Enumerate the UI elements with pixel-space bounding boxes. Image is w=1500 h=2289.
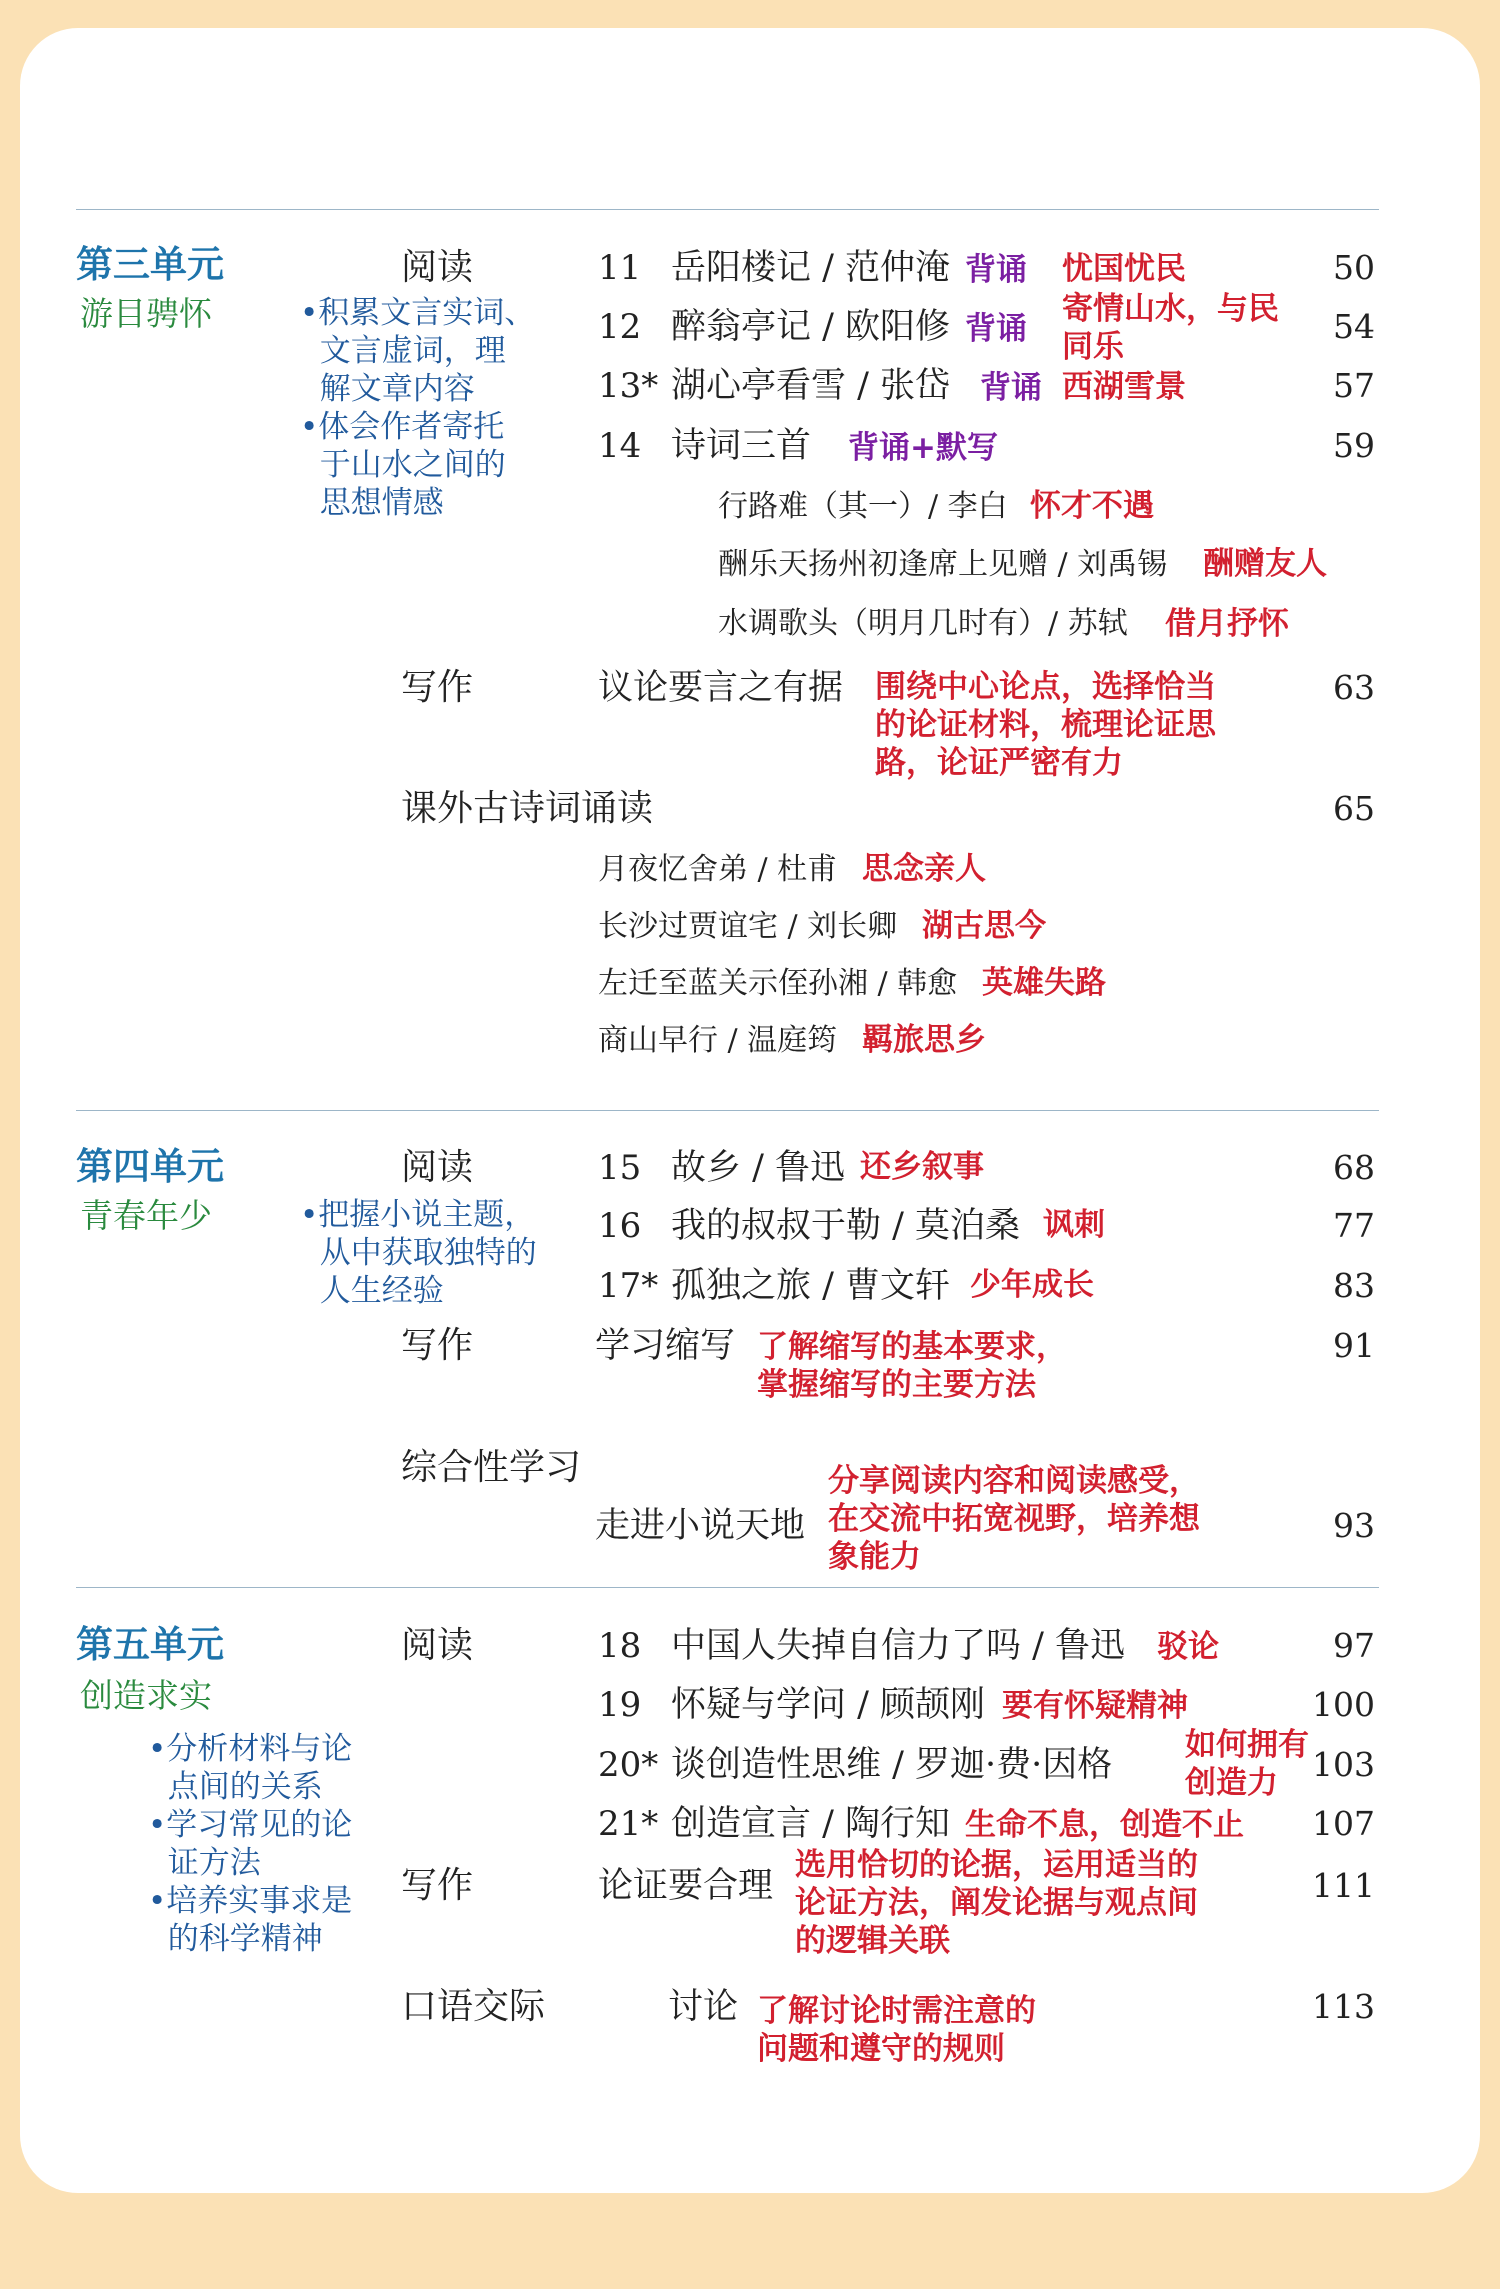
writing-title[interactable]: 学习缩写 [595, 1326, 736, 1366]
lesson-title[interactable]: 醉翁亭记 / 欧阳修 [671, 307, 951, 347]
lesson-title[interactable]: 湖心亭看雪 / 张岱 [671, 366, 951, 406]
writing-title[interactable]: 论证要合理 [598, 1866, 774, 1906]
handwritten-note: 生命不息，创造不止 [965, 1807, 1244, 1843]
page-number: 83 [1333, 1266, 1375, 1305]
section-label-reading: 阅读 [401, 1147, 474, 1188]
handwritten-note: 英雄失路 [982, 965, 1106, 1001]
handwritten-note: 西湖雪景 [1062, 369, 1186, 405]
poem-title[interactable]: 水调歌头（明月几时有）/ 苏轼 [718, 606, 1128, 641]
page-number: 103 [1312, 1745, 1375, 1784]
handwritten-note: 了解讨论时需注意的 问题和遵守的规则 [757, 1993, 1036, 2067]
page-number: 111 [1312, 1866, 1375, 1905]
page-number: 50 [1333, 248, 1375, 287]
page-number: 113 [1312, 1987, 1375, 2026]
section-label-writing: 写作 [401, 1865, 474, 1906]
page-number: 107 [1312, 1804, 1375, 1843]
handwritten-tag: 背诵 [980, 370, 1042, 406]
handwritten-note: 忧国忧民 [1062, 251, 1186, 287]
lesson-title[interactable]: 怀疑与学问 / 顾颉刚 [671, 1685, 986, 1725]
poem-title[interactable]: 行路难（其一）/ 李白 [718, 489, 1008, 524]
handwritten-note: 还乡叙事 [860, 1149, 984, 1185]
unit-title: 第五单元 [76, 1622, 224, 1666]
lesson-number: 13* [598, 366, 659, 406]
handwritten-note: 湖古思今 [922, 908, 1046, 944]
poem-title[interactable]: 酬乐天扬州初逢席上见赠 / 刘禹锡 [718, 547, 1168, 582]
lesson-title[interactable]: 孤独之旅 / 曹文轩 [671, 1266, 951, 1306]
handwritten-note: 怀才不遇 [1030, 488, 1154, 524]
page-number: 63 [1333, 668, 1375, 707]
handwritten-note: 要有怀疑精神 [1002, 1688, 1188, 1724]
unit-theme: 创造求实 [80, 1676, 212, 1715]
lesson-title[interactable]: 中国人失掉自信力了吗 / 鲁迅 [671, 1626, 1126, 1666]
lesson-number: 15 [598, 1148, 642, 1188]
divider [76, 1110, 1379, 1111]
page-number: 59 [1333, 426, 1375, 465]
divider [76, 209, 1379, 210]
page-number: 93 [1333, 1506, 1375, 1545]
lesson-number: 11 [598, 248, 642, 288]
handwritten-note: 讽刺 [1043, 1207, 1105, 1243]
lesson-title[interactable]: 故乡 / 鲁迅 [671, 1148, 846, 1188]
handwritten-note: 借月抒怀 [1165, 606, 1289, 642]
writing-title[interactable]: 议论要言之有据 [598, 668, 844, 708]
lesson-number: 16 [598, 1206, 642, 1246]
unit-theme: 游目骋怀 [80, 294, 212, 333]
handwritten-note: 围绕中心论点，选择恰当 的论证材料，梳理论证思 路，论证严密有力 [875, 669, 1216, 781]
section-label-reading: 阅读 [401, 247, 474, 288]
handwritten-note: 寄情山水，与民 同乐 [1062, 291, 1279, 365]
divider [76, 1587, 1379, 1588]
lesson-title[interactable]: 谈创造性思维 / 罗迦·费·因格 [671, 1745, 1113, 1785]
lesson-number: 21* [598, 1804, 659, 1844]
lesson-number: 14 [598, 426, 642, 466]
handwritten-note: 羁旅思乡 [862, 1022, 986, 1058]
handwritten-note: 如何拥有 创造力 [1185, 1727, 1309, 1801]
unit-title: 第三单元 [76, 242, 224, 286]
page-number: 97 [1333, 1626, 1375, 1665]
lesson-number: 17* [598, 1266, 659, 1306]
unit-goals: •把握小说主题， 从中获取独特的 人生经验 [300, 1197, 537, 1309]
unit-goals: •分析材料与论 点间的关系 •学习常见的论 证方法 •培养实事求是 的科学精神 [148, 1731, 353, 1957]
handwritten-note: 思念亲人 [862, 851, 986, 887]
handwritten-note: 少年成长 [970, 1267, 1094, 1303]
handwritten-note: 分享阅读内容和阅读感受， 在交流中拓宽视野，培养想 象能力 [828, 1463, 1200, 1575]
lesson-title[interactable]: 诗词三首 [671, 426, 812, 466]
oral-title[interactable]: 讨论 [668, 1987, 739, 2027]
page-number: 54 [1333, 307, 1375, 346]
section-label-writing: 写作 [401, 667, 474, 708]
section-label-oral: 口语交际 [401, 1986, 546, 2027]
handwritten-note: 选用恰切的论据，运用适当的 论证方法，阐发论据与观点间 的逻辑关联 [795, 1847, 1198, 1959]
section-label-writing: 写作 [401, 1325, 474, 1366]
page-number: 65 [1333, 789, 1375, 828]
section-label-reading: 阅读 [401, 1625, 474, 1666]
handwritten-note: 了解缩写的基本要求， 掌握缩写的主要方法 [757, 1329, 1067, 1403]
unit-theme: 青春年少 [80, 1196, 212, 1235]
lesson-number: 19 [598, 1685, 642, 1725]
page-number: 68 [1333, 1148, 1375, 1187]
handwritten-note: 酬赠友人 [1203, 546, 1327, 582]
page-number: 77 [1333, 1206, 1375, 1245]
unit-title: 第四单元 [76, 1144, 224, 1188]
lesson-title[interactable]: 岳阳楼记 / 范仲淹 [671, 248, 951, 288]
lesson-number: 20* [598, 1745, 659, 1785]
lesson-number: 18 [598, 1626, 642, 1666]
lesson-number: 12 [598, 307, 642, 347]
section-label-comprehensive: 综合性学习 [401, 1447, 582, 1488]
handwritten-tag: 背诵+默写 [848, 430, 998, 466]
poem-title[interactable]: 商山早行 / 温庭筠 [598, 1023, 838, 1058]
handwritten-note: 驳论 [1157, 1629, 1219, 1665]
page-number: 91 [1333, 1326, 1375, 1365]
page-number: 100 [1312, 1685, 1375, 1724]
unit-goals: •积累文言实词、 文言虚词，理 解文章内容 •体会作者寄托 于山水之间的 思想情感 [300, 295, 536, 521]
comp-title[interactable]: 走进小说天地 [595, 1506, 806, 1546]
poem-title[interactable]: 长沙过贾谊宅 / 刘长卿 [598, 909, 898, 944]
poem-title[interactable]: 月夜忆舍弟 / 杜甫 [598, 852, 838, 887]
lesson-title[interactable]: 我的叔叔于勒 / 莫泊桑 [671, 1206, 1021, 1246]
handwritten-tag: 背诵 [965, 252, 1027, 288]
poem-title[interactable]: 左迁至蓝关示侄孙湘 / 韩愈 [598, 966, 958, 1001]
handwritten-tag: 背诵 [965, 311, 1027, 347]
lesson-title[interactable]: 创造宣言 / 陶行知 [671, 1804, 951, 1844]
section-label-extra-reading: 课外古诗词诵读 [401, 788, 654, 829]
page-number: 57 [1333, 366, 1375, 405]
